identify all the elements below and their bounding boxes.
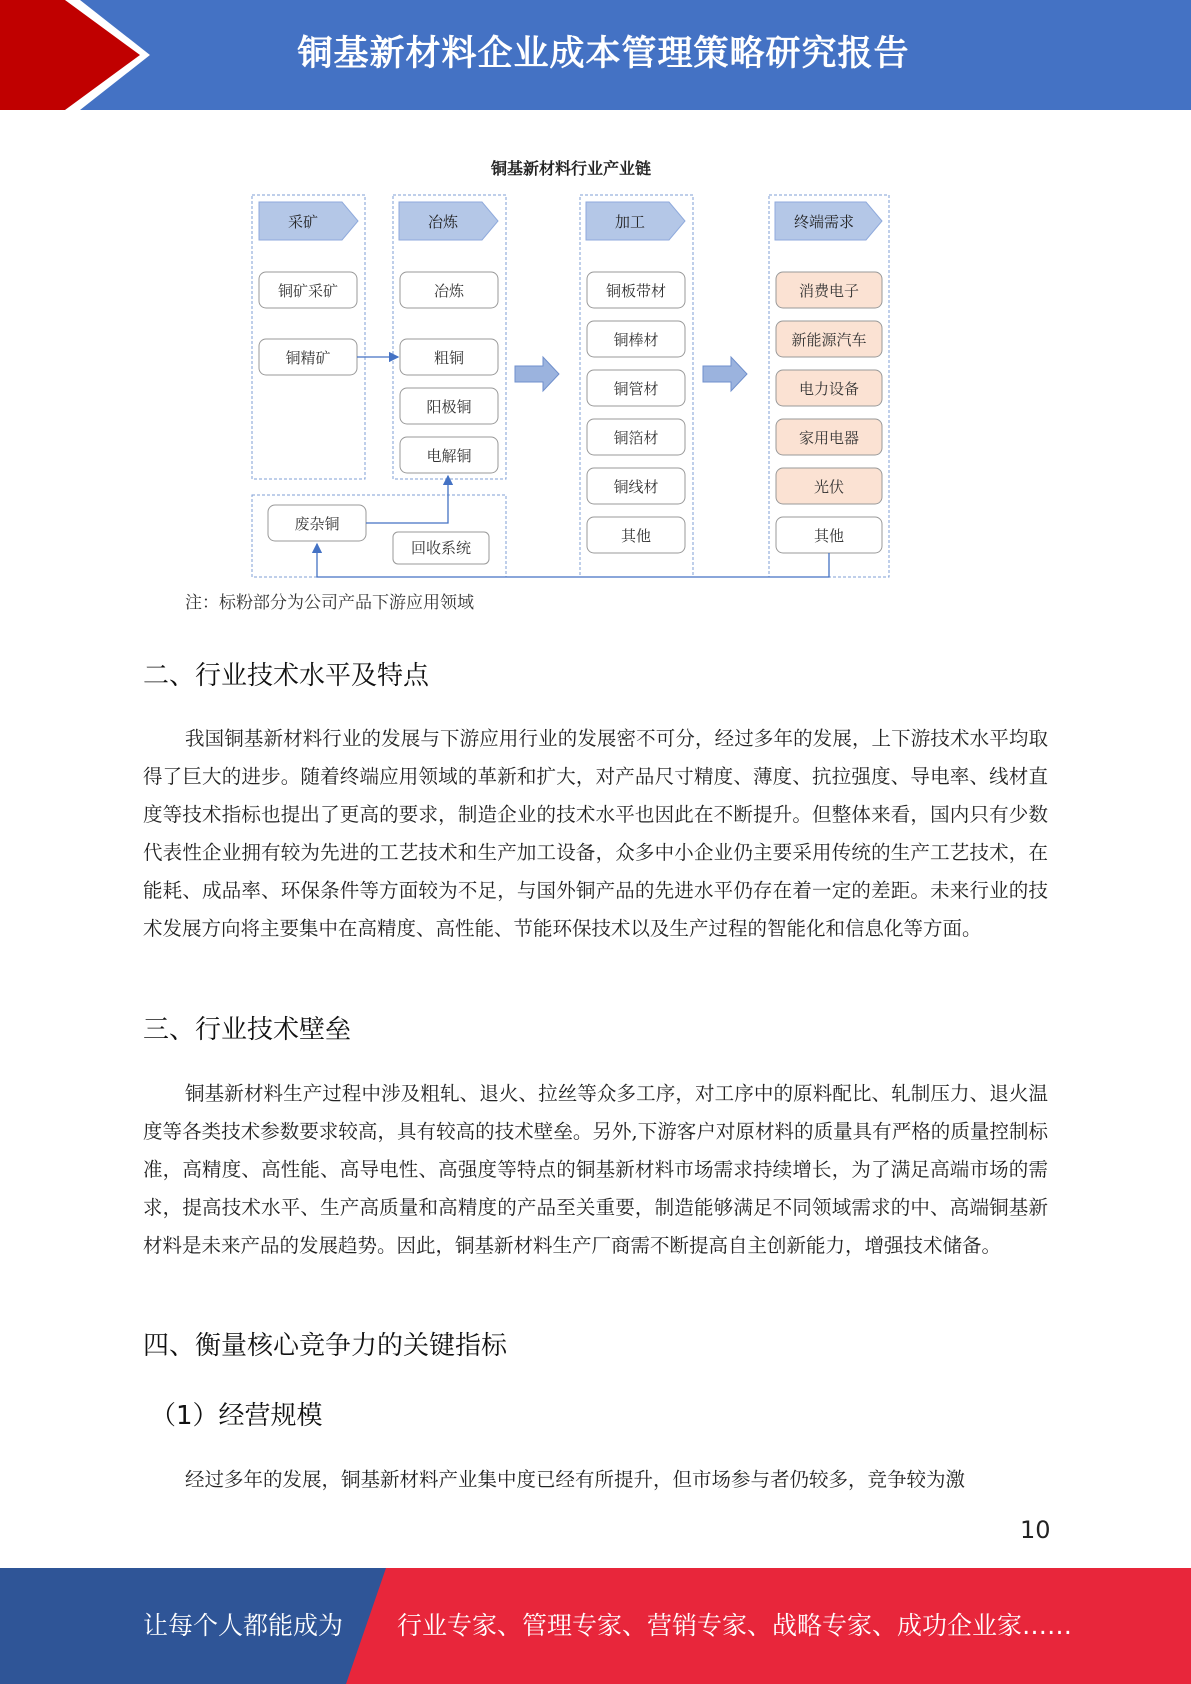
svg-text:终端需求: 终端需求 bbox=[793, 213, 855, 231]
box-copper-concentrate bbox=[259, 339, 357, 375]
industry-chain-svg bbox=[178, 150, 918, 590]
svg-text:加工: 加工 bbox=[614, 213, 646, 231]
box-electrolytic-copper bbox=[400, 437, 498, 473]
box-demand-other bbox=[776, 517, 882, 553]
flow-arrow-processing-to-demand bbox=[703, 357, 747, 391]
section-heading-tech-barriers: 三、行业技术壁垒 bbox=[143, 1015, 352, 1045]
svg-text:铜棒材: 铜棒材 bbox=[613, 331, 659, 349]
industry-chain-diagram bbox=[178, 150, 918, 620]
footer-slogan-right: 行业专家、管理专家、营销专家、战略专家、成功企业家…… bbox=[397, 1611, 1073, 1640]
box-blister-copper bbox=[400, 339, 498, 375]
box-copper-wire bbox=[587, 468, 685, 504]
stage-smelting bbox=[399, 202, 498, 240]
svg-text:废杂铜: 废杂铜 bbox=[294, 515, 340, 533]
svg-text:其他: 其他 bbox=[620, 527, 652, 545]
box-processing-other bbox=[587, 517, 685, 553]
paragraph-tech-barriers: 铜基新材料生产过程中涉及粗轧、退火、拉丝等众多工序，对工序中的原料配比、轧制压力、退火温度等各类技术参数要求较高，具有较高的技术壁垒。另外,下游客户对原材料的质量具有严格的质量控制标准，高精度、高性能、高导电性、高强度等特点的铜基新材料市场需求持续增长，为了满足高端市场的需求，提高技术水平、生产高质量和高精度的产品至关重要，制造能够满足不同领域需求的中、高端铜基新材料是未来产品的发展趋势。因此，铜基新材料生产厂商需不断提高自主创新能力，增强技术储备。 bbox=[143, 1082, 1048, 1257]
svg-text:回收系统: 回收系统 bbox=[410, 539, 472, 557]
svg-text:电力设备: 电力设备 bbox=[798, 380, 860, 398]
svg-text:铜箔材: 铜箔材 bbox=[613, 429, 659, 447]
svg-text:家用电器: 家用电器 bbox=[798, 429, 860, 447]
box-copper-rod bbox=[587, 321, 685, 357]
page-header bbox=[0, 0, 1191, 110]
svg-text:铜精矿: 铜精矿 bbox=[285, 349, 331, 367]
section-heading-key-indicators: 四、衡量核心竞争力的关键指标 bbox=[143, 1331, 508, 1361]
box-smelting bbox=[400, 272, 498, 308]
box-home-appliances bbox=[776, 419, 882, 455]
svg-text:新能源汽车: 新能源汽车 bbox=[791, 331, 867, 349]
svg-text:光伏: 光伏 bbox=[813, 478, 845, 496]
box-scrap-copper bbox=[268, 505, 366, 541]
svg-text:其他: 其他 bbox=[813, 527, 845, 545]
svg-text:铜管材: 铜管材 bbox=[613, 380, 659, 398]
svg-text:消费电子: 消费电子 bbox=[798, 282, 860, 300]
box-recycling-system bbox=[393, 532, 489, 564]
figure-note: 注：标粉部分为公司产品下游应用领域 bbox=[185, 593, 474, 613]
stage-processing bbox=[586, 202, 685, 240]
section-heading-tech-level: 二、行业技术水平及特点 bbox=[143, 661, 430, 691]
page-number: 10 bbox=[1020, 1516, 1051, 1544]
svg-text:粗铜: 粗铜 bbox=[433, 349, 465, 367]
svg-text:阳极铜: 阳极铜 bbox=[426, 398, 472, 416]
svg-text:冶炼: 冶炼 bbox=[433, 282, 465, 300]
svg-text:采矿: 采矿 bbox=[287, 213, 319, 231]
stage-mining bbox=[259, 202, 358, 240]
box-copper-mining bbox=[259, 272, 357, 308]
footer-slogan-left: 让每个人都能成为 bbox=[143, 1611, 344, 1640]
svg-text:铜矿采矿: 铜矿采矿 bbox=[277, 282, 339, 300]
box-power-equipment bbox=[776, 370, 882, 406]
flow-arrow-smelting-to-processing bbox=[515, 357, 559, 391]
svg-text:电解铜: 电解铜 bbox=[426, 447, 472, 465]
diagram-title: 铜基新材料行业产业链 bbox=[490, 159, 652, 178]
svg-text:铜板带材: 铜板带材 bbox=[605, 282, 667, 300]
svg-text:冶炼: 冶炼 bbox=[427, 213, 459, 231]
paragraph-operating-scale: 经过多年的发展，铜基新材料产业集中度已经有所提升，但市场参与者仍较多，竞争较为激 bbox=[185, 1468, 966, 1491]
report-title: 铜基新材料企业成本管理策略研究报告 bbox=[297, 34, 910, 74]
box-copper-tube bbox=[587, 370, 685, 406]
box-new-energy-vehicles bbox=[776, 321, 882, 357]
connector-scrap-to-electrolytic bbox=[366, 476, 448, 523]
subsection-heading-operating-scale: （1）经营规模 bbox=[150, 1401, 323, 1431]
page-footer bbox=[0, 1568, 1191, 1684]
svg-text:铜线材: 铜线材 bbox=[613, 478, 659, 496]
box-anode-copper bbox=[400, 388, 498, 424]
box-consumer-electronics bbox=[776, 272, 882, 308]
stage-demand bbox=[775, 202, 882, 240]
box-copper-strip bbox=[587, 272, 685, 308]
box-copper-foil bbox=[587, 419, 685, 455]
box-photovoltaics bbox=[776, 468, 882, 504]
paragraph-tech-level: 我国铜基新材料行业的发展与下游应用行业的发展密不可分，经过多年的发展，上下游技术水平均取得了巨大的进步。随着终端应用领域的革新和扩大，对产品尺寸精度、薄度、抗拉强度、导电率、线材直度等技术指标也提出了更高的要求，制造企业的技术水平也因此在不断提升。但整体来看，国内只有少数代表性企业拥有较为先进的工艺技术和生产加工设备，众多中小企业仍主要采用传统的生产工艺技术，在能耗、成品率、环保条件等方面较为不足，与国外铜产品的先进水平仍存在着一定的差距。未来行业的技术发展方向将主要集中在高精度、高性能、节能环保技术以及生产过程的智能化和信息化等方面。 bbox=[143, 727, 1048, 940]
